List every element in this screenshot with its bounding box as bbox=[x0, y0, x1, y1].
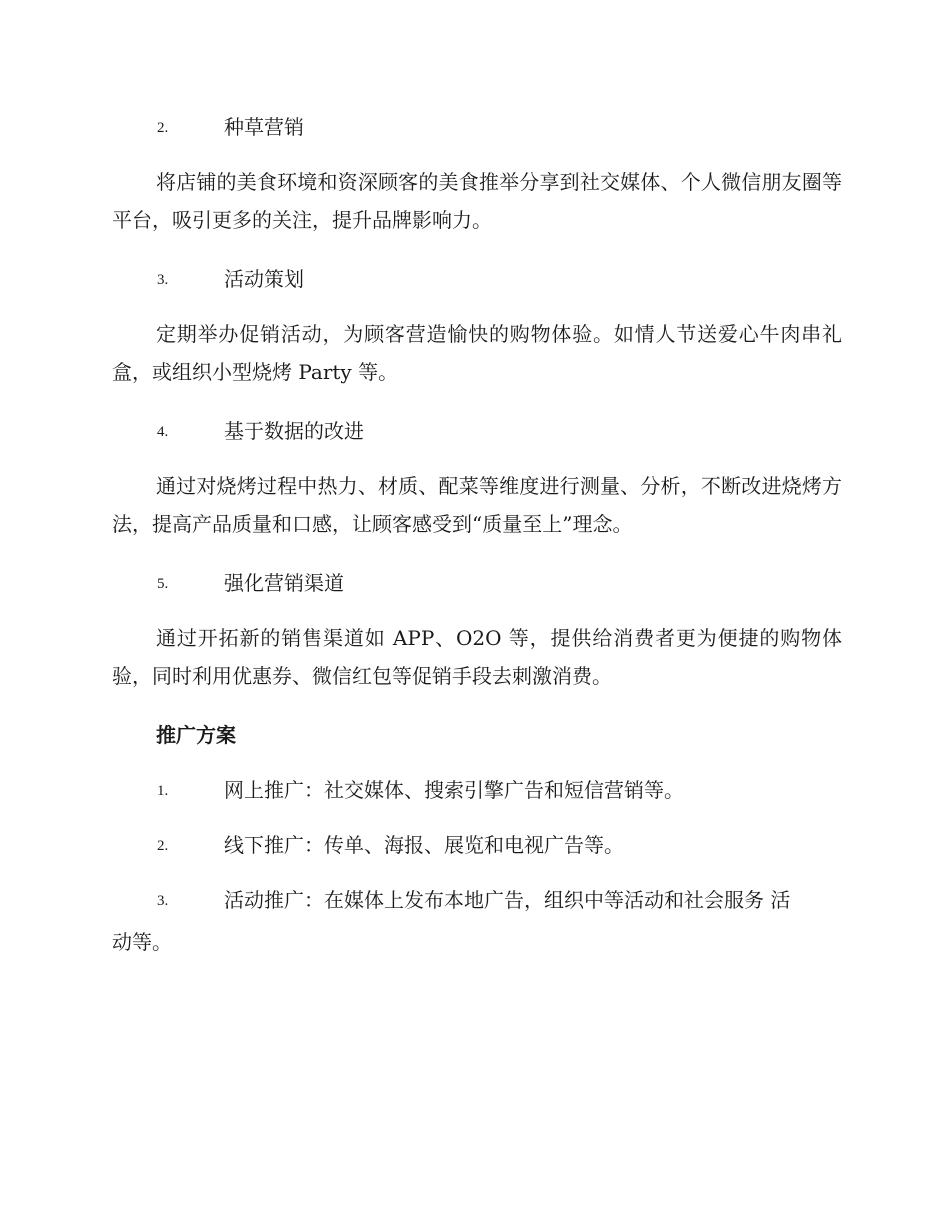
paragraph: 定期举办促销活动，为顾客营造愉快的购物体验。如情人节送爱心牛肉串礼盒，或组织小型烧烤 Party 等。 bbox=[112, 322, 842, 384]
item-number: 5. bbox=[157, 576, 169, 592]
paragraph: 通过对烧烤过程中热力、材质、配菜等维度进行测量、分析，不断改进烧烤方法，提高产品质量和口感，让顾客感受到“质量至上”理念。 bbox=[112, 474, 842, 536]
promotion-item-text-continued: 动等。 bbox=[112, 930, 172, 954]
promotion-item-text: 活动推广：在媒体上发布本地广告，组织中等活动和社会服务 活 bbox=[224, 888, 791, 912]
section-heading: 推广方案 bbox=[156, 723, 236, 747]
promotion-item-text: 线下推广：传单、海报、展览和电视广告等。 bbox=[224, 833, 624, 857]
item-number: 4. bbox=[157, 424, 169, 440]
promotion-item-number: 1. bbox=[157, 783, 169, 799]
paragraph: 通过开拓新的销售渠道如 APP、O2O 等，提供给消费者更为便捷的购物体验，同时利用优惠券、微信红包等促销手段去刺激消费。 bbox=[112, 626, 842, 688]
item-title: 基于数据的改进 bbox=[224, 419, 364, 443]
item-title: 种草营销 bbox=[224, 115, 304, 139]
promotion-item-number: 3. bbox=[157, 893, 169, 909]
promotion-item-text: 网上推广：社交媒体、搜索引擎广告和短信营销等。 bbox=[224, 778, 684, 802]
item-number: 3. bbox=[157, 272, 169, 288]
item-title: 强化营销渠道 bbox=[224, 571, 344, 595]
paragraph: 将店铺的美食环境和资深顾客的美食推举分享到社交媒体、个人微信朋友圈等平台，吸引更多的关注，提升品牌影响力。 bbox=[112, 170, 842, 232]
promotion-item-number: 2. bbox=[157, 838, 169, 854]
item-number: 2. bbox=[157, 120, 169, 136]
item-title: 活动策划 bbox=[224, 267, 304, 291]
